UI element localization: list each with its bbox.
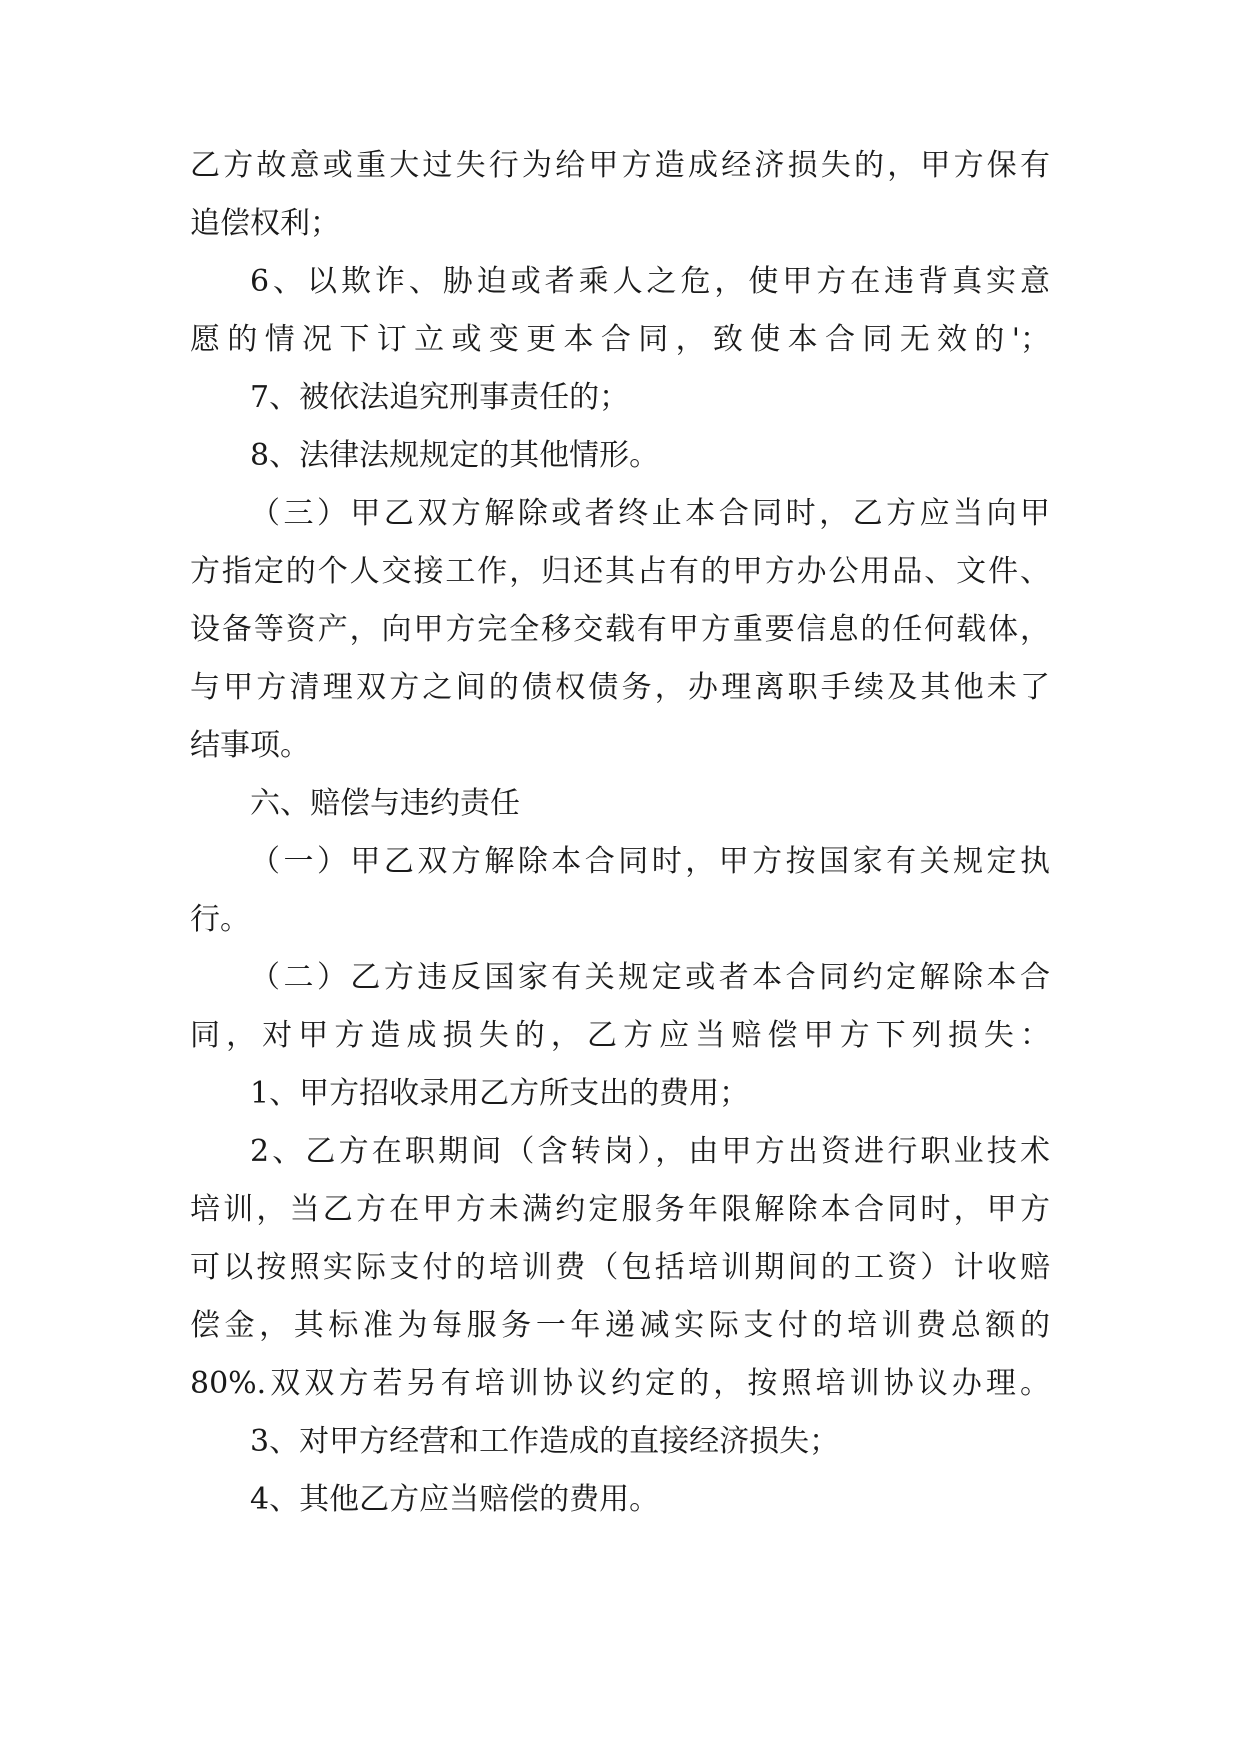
paragraph-line: 4、其他乙方应当赔偿的费用。 [250, 1482, 660, 1517]
paragraph-line: 同，对甲方造成损失的，乙方应当赔偿甲方下列损失： [190, 1018, 1050, 1053]
paragraph-line: 3、对甲方经营和工作造成的直接经济损失； [250, 1424, 840, 1459]
paragraph-line: 培训，当乙方在甲方未满约定服务年限解除本合同时，甲方 [190, 1192, 1050, 1227]
paragraph-line: 乙方故意或重大过失行为给甲方造成经济损失的，甲方保有 [190, 148, 1050, 183]
paragraph-line: （三）甲乙双方解除或者终止本合同时，乙方应当向甲 [250, 496, 1050, 531]
paragraph-line: 可以按照实际支付的培训费（包括培训期间的工资）计收赔 [190, 1250, 1050, 1285]
paragraph-line: 7、被依法追究刑事责任的； [250, 380, 630, 415]
paragraph-line: （一）甲乙双方解除本合同时，甲方按国家有关规定执 [250, 844, 1050, 879]
paragraph-line: 2、乙方在职期间（含转岗），由甲方出资进行职业技术 [250, 1134, 1050, 1169]
paragraph-line: 追偿权利； [190, 206, 340, 241]
paragraph-line: 1、甲方招收录用乙方所支出的费用； [250, 1076, 750, 1111]
paragraph-line: 愿的情况下订立或变更本合同，致使本合同无效的'； [190, 322, 1050, 357]
paragraph-line: 方指定的个人交接工作，归还其占有的甲方办公用品、文件、 [190, 554, 1050, 589]
section-heading: 六、赔偿与违约责任 [250, 786, 520, 821]
paragraph-line: 行。 [190, 902, 250, 937]
paragraph-line: 结事项。 [190, 728, 310, 763]
paragraph-line: 6、以欺诈、胁迫或者乘人之危，使甲方在违背真实意 [250, 264, 1050, 299]
paragraph-line: 80%.双双方若另有培训协议约定的，按照培训协议办理。 [190, 1366, 1050, 1401]
paragraph-line: 与甲方清理双方之间的债权债务，办理离职手续及其他未了 [190, 670, 1050, 705]
paragraph-line: 8、法律法规规定的其他情形。 [250, 438, 660, 473]
paragraph-line: 设备等资产，向甲方完全移交载有甲方重要信息的任何载体， [190, 612, 1050, 647]
paragraph-line: 偿金，其标准为每服务一年递减实际支付的培训费总额的 [190, 1308, 1050, 1343]
paragraph-line: （二）乙方违反国家有关规定或者本合同约定解除本合 [250, 960, 1050, 995]
